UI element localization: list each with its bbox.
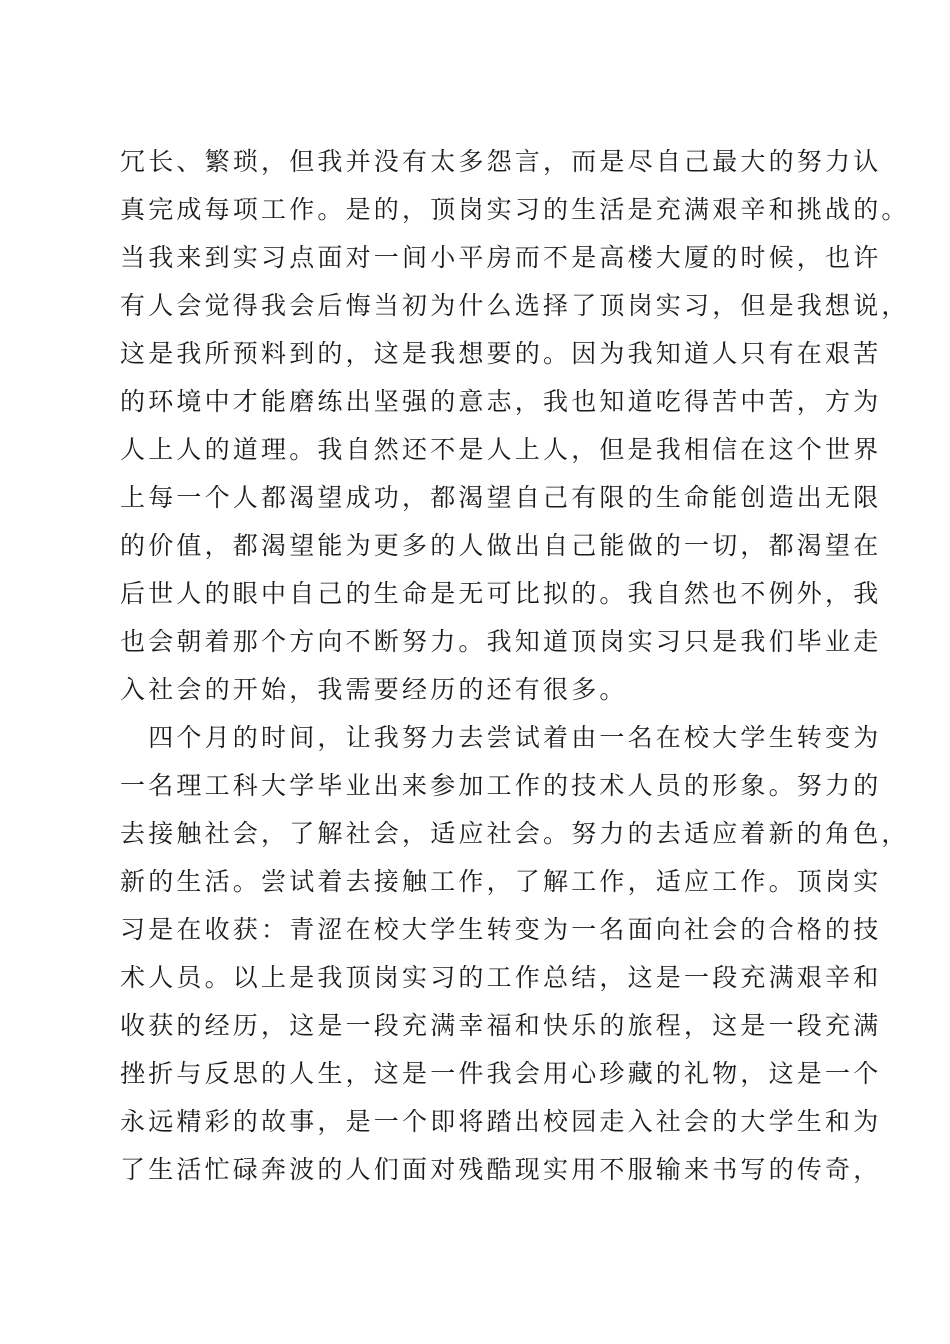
text-line: 收获的经历，这是一段充满幸福和快乐的旅程，这是一段充满 — [120, 1011, 882, 1040]
text-line: 入社会的开始，我需要经历的还有很多。 — [120, 675, 628, 704]
text-line: 习是在收获：青涩在校大学生转变为一名面向社会的合格的技 — [120, 915, 882, 944]
text-line: 当我来到实习点面对一间小平房而不是高楼大厦的时候，也许 — [120, 243, 882, 272]
text-line: 人上人的道理。我自然还不是人上人，但是我相信在这个世界 — [120, 435, 882, 464]
text-line: 术人员。以上是我顶岗实习的工作总结，这是一段充满艰辛和 — [120, 963, 882, 992]
text-line: 的环境中才能磨练出坚强的意志，我也知道吃得苦中苦，方为 — [120, 387, 882, 416]
text-line: 去接触社会，了解社会，适应社会。努力的去适应着新的角色， — [120, 819, 910, 848]
text-line: 后世人的眼中自己的生命是无可比拟的。我自然也不例外，我 — [120, 579, 882, 608]
text-line: 冗长、繁琐，但我并没有太多怨言，而是尽自己最大的努力认 — [120, 147, 882, 176]
text-line: 永远精彩的故事，是一个即将踏出校园走入社会的大学生和为 — [120, 1107, 882, 1136]
text-line: 的价值，都渴望能为更多的人做出自己能做的一切，都渴望在 — [120, 531, 882, 560]
text-line: 真完成每项工作。是的，顶岗实习的生活是充满艰辛和挑战的。 — [120, 195, 910, 224]
body-text — [120, 138, 910, 1194]
text-line: 四个月的时间，让我努力去尝试着由一名在校大学生转变为 — [120, 723, 882, 752]
text-line: 有人会觉得我会后悔当初为什么选择了顶岗实习，但是我想说， — [120, 291, 910, 320]
text-line: 了生活忙碌奔波的人们面对残酷现实用不服输来书写的传奇， — [120, 1155, 882, 1184]
text-line: 也会朝着那个方向不断努力。我知道顶岗实习只是我们毕业走 — [120, 627, 882, 656]
text-line: 挫折与反思的人生，这是一件我会用心珍藏的礼物，这是一个 — [120, 1059, 882, 1088]
text-line: 这是我所预料到的，这是我想要的。因为我知道人只有在艰苦 — [120, 339, 882, 368]
text-line: 上每一个人都渴望成功，都渴望自己有限的生命能创造出无限 — [120, 483, 882, 512]
text-line: 一名理工科大学毕业出来参加工作的技术人员的形象。努力的 — [120, 771, 882, 800]
text-line: 新的生活。尝试着去接触工作，了解工作，适应工作。顶岗实 — [120, 867, 882, 896]
